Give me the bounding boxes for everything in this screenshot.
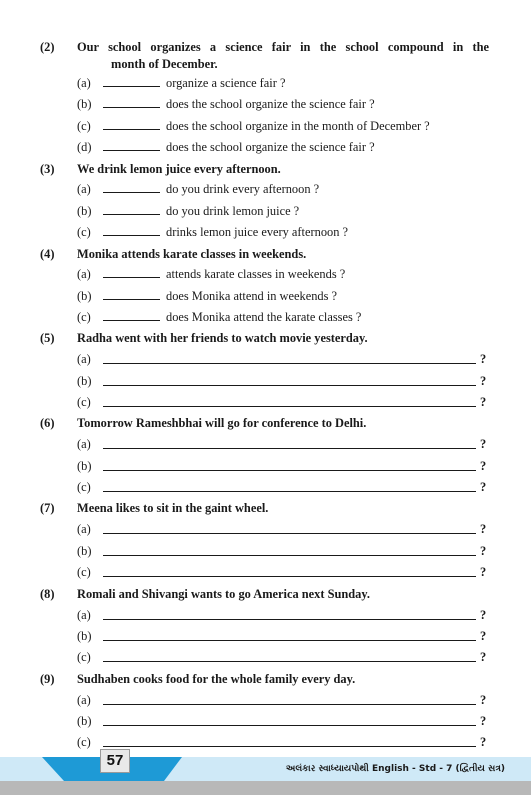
question-3-part-b: [0, 203, 531, 219]
part-text: attends karate classes in weekends ?: [166, 267, 346, 281]
question-7-answer-c: [0, 564, 531, 580]
answer-blank[interactable]: [103, 214, 160, 215]
part-label: (c): [77, 310, 91, 324]
question-text: Romali and Shivangi wants to go America next Sunday.: [77, 587, 370, 601]
question-7-heading: [0, 500, 531, 516]
part-label: (d): [77, 140, 92, 154]
answer-line[interactable]: [103, 640, 476, 641]
question-9-answer-b: [0, 713, 531, 729]
answer-line[interactable]: [103, 406, 476, 407]
answer-line[interactable]: [103, 555, 476, 556]
part-text: drinks lemon juice every afternoon ?: [166, 225, 349, 239]
part-text: do you drink every afternoon ?: [166, 182, 320, 196]
answer-blank[interactable]: [103, 86, 160, 87]
page-number: 57: [100, 749, 130, 773]
answer-blank[interactable]: [103, 235, 160, 236]
question-mark: ?: [480, 459, 487, 473]
footer-strip: [0, 781, 531, 795]
question-number: (8): [40, 587, 55, 601]
question-number: (5): [40, 331, 55, 345]
question-mark: ?: [480, 735, 487, 749]
part-label: (c): [77, 480, 91, 494]
part-text: organize a science fair ?: [166, 76, 286, 90]
question-6-answer-b: [0, 458, 531, 474]
question-3-part-c: [0, 224, 531, 240]
question-mark: ?: [480, 544, 487, 558]
question-5-answer-a: [0, 351, 531, 367]
part-label: (c): [77, 565, 91, 579]
question-mark: ?: [480, 650, 487, 664]
question-3-heading: [0, 161, 531, 177]
question-number: (7): [40, 501, 55, 515]
part-label: (b): [77, 204, 92, 218]
answer-line[interactable]: [103, 725, 476, 726]
question-4-part-a: [0, 266, 531, 282]
part-label: (b): [77, 544, 92, 558]
answer-line[interactable]: [103, 661, 476, 662]
answer-blank[interactable]: [103, 150, 160, 151]
question-5-heading: [0, 330, 531, 346]
answer-line[interactable]: [103, 363, 476, 364]
part-label: (b): [77, 289, 92, 303]
answer-blank[interactable]: [103, 129, 160, 130]
part-label: (c): [77, 225, 91, 239]
question-8-answer-b: [0, 628, 531, 644]
question-mark: ?: [480, 480, 487, 494]
part-label: (a): [77, 182, 91, 196]
part-label: (a): [77, 76, 91, 90]
question-mark: ?: [480, 374, 487, 388]
answer-line[interactable]: [103, 385, 476, 386]
answer-line[interactable]: [103, 470, 476, 471]
question-6-heading: [0, 415, 531, 431]
question-5-answer-b: [0, 373, 531, 389]
question-4-heading: [0, 246, 531, 262]
part-label: (a): [77, 522, 91, 536]
question-2-part-a: [0, 75, 531, 91]
question-8-answer-a: [0, 607, 531, 623]
part-text: does the school organize the science fair ?: [166, 140, 375, 154]
question-text: Our school organizes a science fair in the school compound in the: [77, 40, 489, 54]
question-mark: ?: [480, 608, 487, 622]
question-mark: ?: [480, 693, 487, 707]
question-2-part-c: [0, 118, 531, 134]
question-text: Sudhaben cooks food for the whole family every day.: [77, 672, 356, 686]
question-9-answer-a: [0, 692, 531, 708]
answer-line[interactable]: [103, 448, 476, 449]
answer-blank[interactable]: [103, 277, 160, 278]
question-mark: ?: [480, 714, 487, 728]
question-number: (9): [40, 672, 55, 686]
question-4-part-b: [0, 288, 531, 304]
part-label: (a): [77, 608, 91, 622]
part-label: (a): [77, 352, 91, 366]
part-label: (b): [77, 714, 92, 728]
part-label: (b): [77, 97, 92, 111]
answer-line[interactable]: [103, 576, 476, 577]
question-2-part-d: [0, 139, 531, 155]
part-label: (a): [77, 693, 91, 707]
part-label: (c): [77, 119, 91, 133]
question-8-answer-c: [0, 649, 531, 665]
part-label: (c): [77, 650, 91, 664]
question-2-part-b: [0, 96, 531, 112]
question-3-part-a: [0, 181, 531, 197]
question-text: Radha went with her friends to watch movie yesterday.: [77, 331, 368, 345]
answer-blank[interactable]: [103, 107, 160, 108]
answer-blank[interactable]: [103, 192, 160, 193]
question-mark: ?: [480, 629, 487, 643]
question-9-answer-c: [0, 734, 531, 750]
question-number: (3): [40, 162, 55, 176]
part-label: (b): [77, 374, 92, 388]
part-label: (b): [77, 629, 92, 643]
answer-line[interactable]: [103, 491, 476, 492]
answer-blank[interactable]: [103, 299, 160, 300]
part-text: do you drink lemon juice ?: [166, 204, 300, 218]
question-text: Meena likes to sit in the gaint wheel.: [77, 501, 269, 515]
question-7-answer-b: [0, 543, 531, 559]
part-text: does the school organize in the month of December ?: [166, 119, 430, 133]
part-label: (a): [77, 267, 91, 281]
answer-line[interactable]: [103, 746, 476, 747]
part-label: (c): [77, 735, 91, 749]
question-text: Tomorrow Rameshbhai will go for conference to Delhi.: [77, 416, 367, 430]
question-text: Monika attends karate classes in weekends.: [77, 247, 307, 261]
question-6-answer-c: [0, 479, 531, 495]
question-4-part-c: [0, 309, 531, 325]
question-7-answer-a: [0, 521, 531, 537]
question-8-heading: [0, 586, 531, 602]
question-mark: ?: [480, 437, 487, 451]
question-2-heading-continued: [0, 56, 531, 72]
question-text-continued: month of December.: [111, 57, 218, 71]
footer-book-title: અલંકાર સ્વાધ્યાયપોથી English - Std - 7 (દ્વિતીય સત્ર): [285, 764, 505, 774]
question-mark: ?: [480, 565, 487, 579]
part-text: does the school organize the science fair ?: [166, 97, 375, 111]
part-text: does Monika attend the karate classes ?: [166, 310, 362, 324]
question-mark: ?: [480, 395, 487, 409]
answer-line[interactable]: [103, 533, 476, 534]
question-number: (2): [40, 40, 55, 54]
part-text: does Monika attend in weekends ?: [166, 289, 338, 303]
answer-line[interactable]: [103, 619, 476, 620]
question-2-heading: [0, 39, 531, 55]
part-label: (c): [77, 395, 91, 409]
question-text: We drink lemon juice every afternoon.: [77, 162, 281, 176]
answer-blank[interactable]: [103, 320, 160, 321]
question-6-answer-a: [0, 436, 531, 452]
part-label: (b): [77, 459, 92, 473]
question-5-answer-c: [0, 394, 531, 410]
question-mark: ?: [480, 522, 487, 536]
question-number: (4): [40, 247, 55, 261]
question-9-heading: [0, 671, 531, 687]
question-number: (6): [40, 416, 55, 430]
part-label: (a): [77, 437, 91, 451]
question-mark: ?: [480, 352, 487, 366]
answer-line[interactable]: [103, 704, 476, 705]
